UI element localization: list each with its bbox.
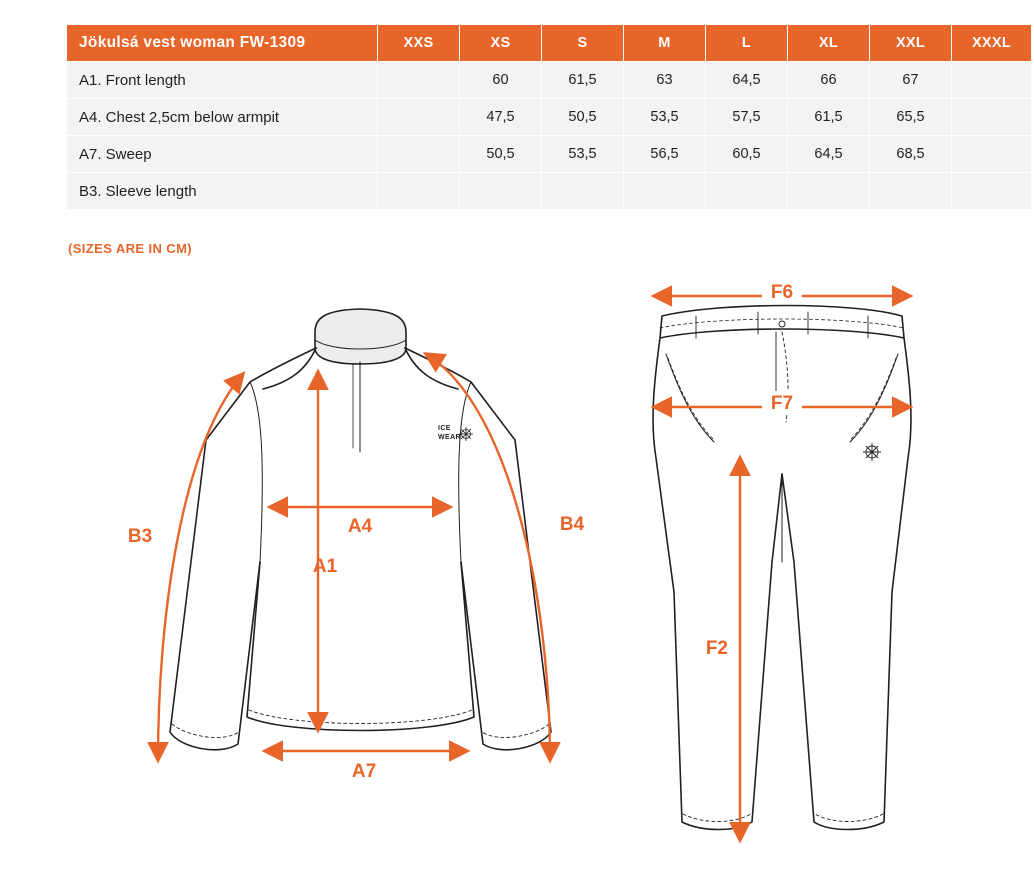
- cell-b3-xxs: [378, 173, 460, 210]
- cell-b3-s: [542, 173, 624, 210]
- cell-a7-xxxl: [952, 136, 1032, 173]
- cell-a1-xl: 66: [788, 62, 870, 99]
- cell-a1-s: 61,5: [542, 62, 624, 99]
- column-header-m: M: [624, 25, 706, 62]
- cell-a4-xxl: 65,5: [870, 99, 952, 136]
- row-label-b3: B3. Sleeve length: [67, 173, 378, 210]
- units-note: (SIZES ARE IN CM): [68, 241, 193, 256]
- measure-label-b3: B3: [127, 526, 153, 547]
- svg-text:ICE: ICE: [438, 425, 451, 432]
- cell-a7-xs: 50,5: [460, 136, 542, 173]
- table-row: [67, 136, 1032, 173]
- measure-label-b4: B4: [559, 514, 585, 535]
- cell-a1-l: 64,5: [706, 62, 788, 99]
- cell-a1-xxs: [378, 62, 460, 99]
- column-header-l: L: [706, 25, 788, 62]
- column-header-xs: XS: [460, 25, 542, 62]
- cell-a4-xxxl: [952, 99, 1032, 136]
- row-label-a4: A4. Chest 2,5cm below armpit: [67, 99, 378, 136]
- cell-a1-xs: 60: [460, 62, 542, 99]
- cell-a4-xxs: [378, 99, 460, 136]
- cell-a7-xxs: [378, 136, 460, 173]
- row-label-a7: A7. Sweep: [67, 136, 378, 173]
- table-body: [67, 62, 1032, 210]
- cell-b3-xxl: [870, 173, 952, 210]
- table-row: [67, 173, 1032, 210]
- table-title-cell: Jökulsá vest woman FW-1309: [67, 25, 378, 62]
- measure-label-f6: F6: [770, 282, 794, 303]
- size-table: [66, 24, 1032, 210]
- measure-label-f7: F7: [770, 393, 794, 414]
- cell-a4-m: 53,5: [624, 99, 706, 136]
- table-header-row: [67, 25, 1032, 62]
- top-garment-diagram: [110, 262, 630, 837]
- table-head: [67, 25, 1032, 62]
- brand-mark-icon: [863, 443, 881, 461]
- column-header-xxl: XXL: [870, 25, 952, 62]
- svg-text:WEAR: WEAR: [438, 434, 461, 441]
- cell-a7-l: 60,5: [706, 136, 788, 173]
- measure-label-a7: A7: [351, 761, 377, 782]
- row-label-a1: A1. Front length: [67, 62, 378, 99]
- column-header-s: S: [542, 25, 624, 62]
- bottom-garment-diagram: [610, 262, 990, 877]
- cell-b3-xl: [788, 173, 870, 210]
- column-header-xl: XL: [788, 25, 870, 62]
- cell-b3-m: [624, 173, 706, 210]
- cell-a4-l: 57,5: [706, 99, 788, 136]
- cell-a4-xs: 47,5: [460, 99, 542, 136]
- table-row: [67, 99, 1032, 136]
- measure-label-f2: F2: [705, 638, 728, 659]
- brand-logo: [438, 425, 473, 441]
- cell-a1-xxl: 67: [870, 62, 952, 99]
- cell-a4-xl: 61,5: [788, 99, 870, 136]
- measure-label-a1: A1: [312, 556, 338, 577]
- cell-a7-xl: 64,5: [788, 136, 870, 173]
- column-header-xxs: XXS: [378, 25, 460, 62]
- column-header-xxxl: XXXL: [952, 25, 1032, 62]
- measure-label-a4: A4: [347, 516, 373, 537]
- cell-a7-xxl: 68,5: [870, 136, 952, 173]
- cell-a7-s: 53,5: [542, 136, 624, 173]
- cell-a1-m: 63: [624, 62, 706, 99]
- cell-a4-s: 50,5: [542, 99, 624, 136]
- cell-b3-xs: [460, 173, 542, 210]
- table-row: [67, 62, 1032, 99]
- cell-b3-xxxl: [952, 173, 1032, 210]
- cell-a7-m: 56,5: [624, 136, 706, 173]
- size-chart-table: [66, 24, 1010, 210]
- measurement-diagrams: [0, 262, 1034, 889]
- cell-a1-xxxl: [952, 62, 1032, 99]
- cell-b3-l: [706, 173, 788, 210]
